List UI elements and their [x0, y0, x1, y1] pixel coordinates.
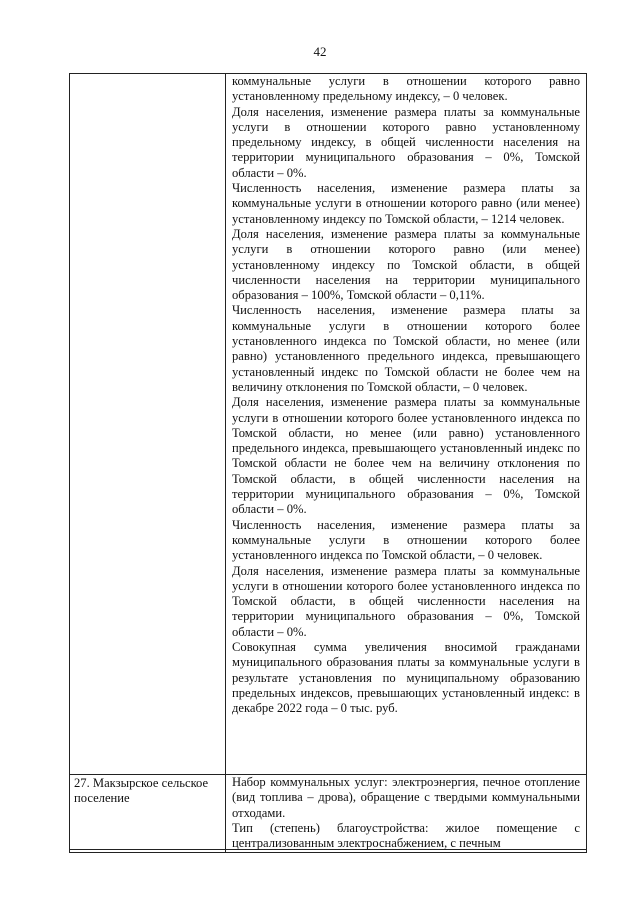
description-cell [226, 775, 587, 853]
municipality-cell [70, 74, 226, 775]
paragraph: Численность населения, изменение размера платы за коммунальные услуги в отношении которого более установленного индекса по Томской области, – 0 человек. [232, 517, 580, 563]
paragraph: Тип (степень) благоустройства: жилое помещение с централизованным электроснабжением, с печным [232, 820, 580, 851]
paragraph: Набор коммунальных услуг: электроэнергия, печное отопление (вид топлива – дрова), обращение с твердыми коммунальными отходами. [232, 775, 580, 820]
document-table [69, 73, 587, 853]
paragraph: Численность населения, изменение размера платы за коммунальные услуги в отношении которого равно (или менее) установленному индексу по Томской области, – 1214 человек. [232, 181, 580, 226]
page-number: 42 [313, 44, 327, 59]
paragraph: Доля населения, изменение размера платы за коммунальные услуги в отношении которого равно (или менее) установленному индексу по Томской области, в общей численности населения на территории муниципального образования – 100%, Томской области – 0,11%. [232, 226, 580, 303]
paragraph: Доля населения, изменение размера платы за коммунальные услуги в отношении которого более установленного индекса по Томской области, но менее (или равно) установленного предельного индекса, превышающего установленный индекс по Томской области не более чем на величину отклонения по Томской области, в общей численности населения на территории муниципального образования – 0%, Томской области – 0%. [232, 395, 580, 517]
table-bottom-border [69, 849, 587, 850]
paragraph: Доля населения, изменение размера платы за коммунальные услуги в отношении которого равно установленному предельному индексу, в общей численности населения на территории муниципального образования – 0%, Томской области – 0%. [232, 104, 580, 180]
paragraph: Численность населения, изменение размера платы за коммунальные услуги в отношении которого более установленного индекса по Томской области, но менее (или равно) установленного предельного индекса, превышающего установленный индекс по Томской области не более чем на величину отклонения по Томской области, – 0 человек. [232, 303, 580, 394]
paragraph: Доля населения, изменение размера платы за коммунальные услуги в отношении которого более установленного индекса по Томской области, в общей численности населения на территории муниципального образования – 0%, Томской области – 0%. [232, 563, 580, 639]
description-cell [226, 74, 587, 775]
table-row [70, 775, 587, 853]
table-row [70, 74, 587, 775]
paragraph: Совокупная сумма увеличения вносимой гражданами муниципального образования платы за коммунальные услуги в результате установления по муниципальному образованию предельных индексов, превышающих установленный индекс: в декабре 2022 года – 0 тыс. руб. [232, 639, 580, 716]
paragraph: коммунальные услуги в отношении которого равно установленному предельному индексу, – 0 человек. [232, 74, 580, 104]
municipality-cell: 27. Макзырское сельское поселение [70, 775, 226, 853]
